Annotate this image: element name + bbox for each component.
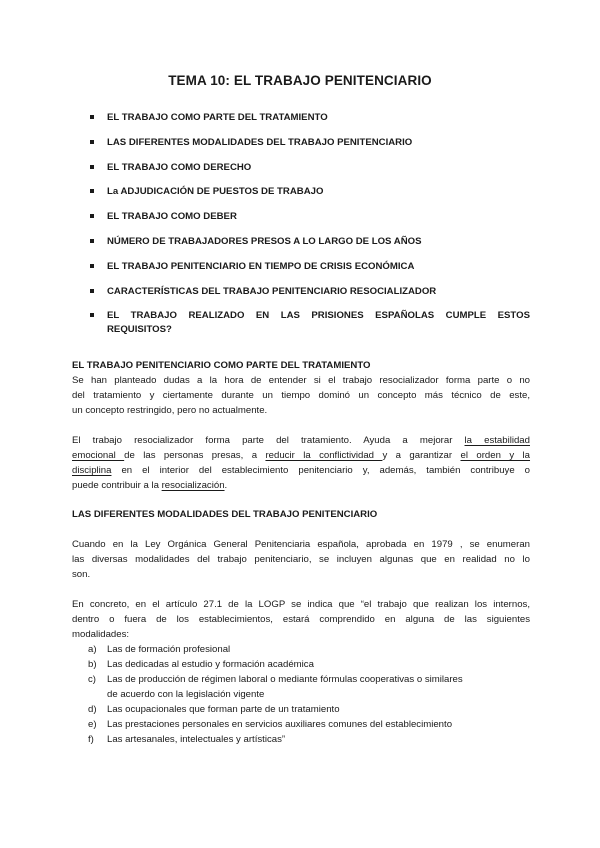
list-item: e) Las prestaciones personales en servicios auxiliares comunes del establecimiento: [88, 719, 453, 730]
topic-item: EL TRABAJO PENITENCIARIO EN TIEMPO DE CRISIS ECONÓMICA: [90, 260, 530, 274]
list-item: d) Las ocupacionales que forman parte de un tratamiento: [88, 704, 340, 715]
paragraph-line: puede contribuir a la resocialización.: [72, 480, 228, 491]
square-bullet-icon: [90, 214, 94, 218]
topic-item: NÚMERO DE TRABAJADORES PRESOS A LO LARGO DE LOS AÑOS: [90, 235, 530, 249]
topic-item: LAS DIFERENTES MODALIDADES DEL TRABAJO PENITENCIARIO: [90, 136, 530, 150]
square-bullet-icon: [90, 165, 94, 169]
paragraph-line: disciplina en el interior del establecimiento penitenciario y, además, también contribuye o: [72, 465, 530, 476]
section-modalities: [72, 507, 530, 522]
topic-item: La ADJUDICACIÓN DE PUESTOS DE TRABAJO: [90, 185, 530, 199]
square-bullet-icon: [90, 313, 94, 317]
square-bullet-icon: [90, 239, 94, 243]
topic-item: EL TRABAJO COMO DEBER: [90, 210, 530, 224]
section-heading: LAS DIFERENTES MODALIDADES DEL TRABAJO PENITENCIARIO: [72, 509, 378, 520]
section-heading: EL TRABAJO PENITENCIARIO COMO PARTE DEL TRATAMIENTO: [72, 360, 371, 371]
paragraph: Cuando en la Ley Orgánica General Penitenciaria española, aprobada en 1979 , se enumeran las diversas modalidades del trabajo penitenciario, se incluyen algunas que en realidad no lo son.: [72, 539, 530, 580]
list-item: a) Las de formación profesional: [88, 644, 231, 655]
list-item: b) Las dedicadas al estudio y formación académica: [88, 659, 314, 670]
square-bullet-icon: [90, 140, 94, 144]
paragraph: [72, 433, 530, 493]
paragraph: Se han planteado dudas a la hora de entender si el trabajo resocializador forma parte o no del tratamiento y ciertamente durante un tiempo dominó un concepto más técnico de este, un concepto restringido, pero no actualmente.: [72, 375, 530, 416]
square-bullet-icon: [90, 115, 94, 119]
square-bullet-icon: [90, 264, 94, 268]
paragraph-line: El trabajo resocializador forma parte del tratamiento. Ayuda a mejorar la estabilidad: [72, 435, 530, 446]
page-title: TEMA 10: EL TRABAJO PENITENCIARIO: [168, 73, 432, 88]
topic-item: EL TRABAJO REALIZADO EN LAS PRISIONES ESPAÑOLAS CUMPLE ESTOS REQUISITOS?: [90, 309, 530, 337]
square-bullet-icon: [90, 189, 94, 193]
topic-item: EL TRABAJO COMO DERECHO: [90, 161, 530, 175]
paragraph-line: emocional de las personas presas, a reducir la conflictividad y a garantizar el orden y la: [72, 450, 531, 461]
topic-item: CARACTERÍSTICAS DEL TRABAJO PENITENCIARIO RESOCIALIZADOR: [90, 285, 530, 299]
list-item: f) Las artesanales, intelectuales y artísticas”: [88, 734, 286, 745]
section-treatment: [72, 358, 530, 418]
modalities-list: [72, 642, 530, 747]
topic-item: EL TRABAJO COMO PARTE DEL TRATAMIENTO: [90, 111, 530, 125]
list-item: c) Las de producción de régimen laboral o mediante fórmulas cooperativas o similares de acuerdo con la legislación vigente: [88, 674, 463, 700]
paragraph: En concreto, en el artículo 27.1 de la LOGP se indica que “el trabajo que realizan los internos, dentro o fuera de los establecimientos, estará comprendido en alguna de las siguientes modalidades: a) Las de formación profesional b) Las dedicadas al estudio y formación académica c) Las de producción de régimen laboral o mediante fórmulas cooperativas o similares de acuerdo con la legislación vigente d) Las ocupacionales que forman parte de un tratamiento e) Las prestaciones personales en servicios auxiliares comunes del establecimiento f) Las artesanales, intelectuales y artísticas”: [72, 599, 530, 745]
topic-list: [90, 111, 530, 348]
square-bullet-icon: [90, 289, 94, 293]
